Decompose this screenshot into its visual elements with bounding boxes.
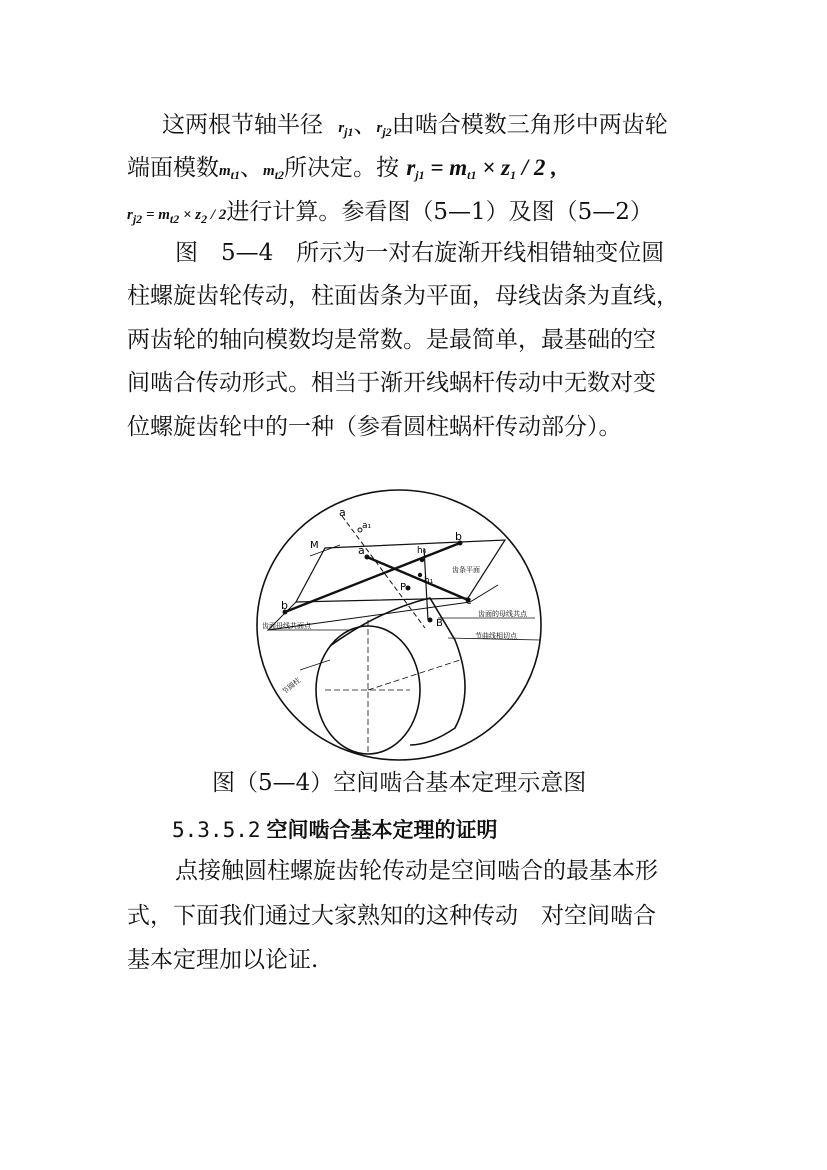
text-span: 端面模数 (127, 155, 219, 181)
para3-line3: 基本定理加以论证. (127, 947, 319, 973)
label-b-left: b (281, 599, 288, 612)
point-B (428, 618, 433, 623)
label-generatrix: 齿面的母线共点 (478, 610, 527, 618)
cylinder-axis-diag (368, 660, 460, 690)
label-b: b (455, 530, 462, 543)
label-h1: h₁ (424, 576, 434, 586)
generatrix-line-2 (367, 557, 468, 600)
label-c: c (466, 596, 472, 607)
point-h1 (418, 573, 422, 577)
label-a-top: a (339, 506, 346, 519)
para2-line1: 图 5—4 所示为一对右旋渐开线相错轴变位圆 (175, 240, 665, 266)
para3-line1: 点接触圆柱螺旋齿轮传动是空间啮合的最基本形 (175, 858, 658, 884)
label-M: M (310, 540, 319, 551)
label-rack-plane: 齿条平面 (452, 566, 480, 574)
point-a (365, 555, 370, 560)
text-span: 由啮合模数三角形中两齿轮 (391, 112, 668, 138)
section-heading (172, 815, 498, 845)
figure-caption: 图（5—4）空间啮合基本定理示意图 (212, 770, 587, 796)
para3-line2: 式，下面我们通过大家熟知的这种传动 对空间啮合 (127, 903, 656, 929)
generatrix-line-1 (285, 543, 460, 612)
leader-cyl (300, 660, 330, 670)
text-span: 这两根节轴半径 (162, 112, 323, 138)
separator: 、 (240, 155, 264, 181)
symbol-r-j2: $r_{j2}$ (376, 120, 392, 139)
label-cylinder: 节圆柱 (280, 676, 303, 697)
label-P: P (400, 582, 407, 593)
formula-rj1: $r_{j1} = m_{t1} \times z_1 / 2$ , (406, 155, 557, 182)
para2-line3: 两齿轮的轴向模数均是常数。是最简单，最基础的空 (127, 327, 656, 353)
para2-line5: 位螺旋齿轮中的一种（参看圆柱蜗杆传动部分）。 (127, 414, 622, 440)
label-a1: a₁ (362, 521, 372, 531)
label-B: B (436, 618, 443, 629)
label-a: a (358, 544, 365, 557)
point-hb (420, 558, 424, 562)
symbol-m-t2: $m_{t2}$ (263, 163, 285, 182)
label-tangent: 节曲线相切点 (475, 632, 517, 640)
label-hb: h₆ (417, 546, 427, 556)
point-P (406, 586, 411, 591)
section-title: 空间啮合基本定理的证明 (266, 817, 498, 842)
pitch-cylinder-body (330, 598, 465, 745)
para2-line4: 间啮合传动形式。相当于渐开线蜗杆传动中无数对变 (127, 370, 656, 396)
text-span: 进行计算。参看图（5—1）及图（5—2） (226, 199, 653, 225)
symbol-m-t1: $m_{t1}$ (219, 163, 241, 182)
text-span: 所决定。按 (284, 155, 400, 181)
formula-rj2: $r_{j2} = m_{t2} \times z_2 / 2$ (127, 207, 227, 226)
para2-line2: 柱螺旋齿轮传动，柱面齿条为平面，母线齿条为直线， (127, 283, 679, 309)
label-coplanar: 齿面母线共面点 (262, 622, 311, 630)
separator: 、 (353, 112, 377, 138)
section-number: 5.3.5.2 (172, 818, 261, 842)
symbol-r-j1: $r_{j1}$ (338, 120, 354, 139)
